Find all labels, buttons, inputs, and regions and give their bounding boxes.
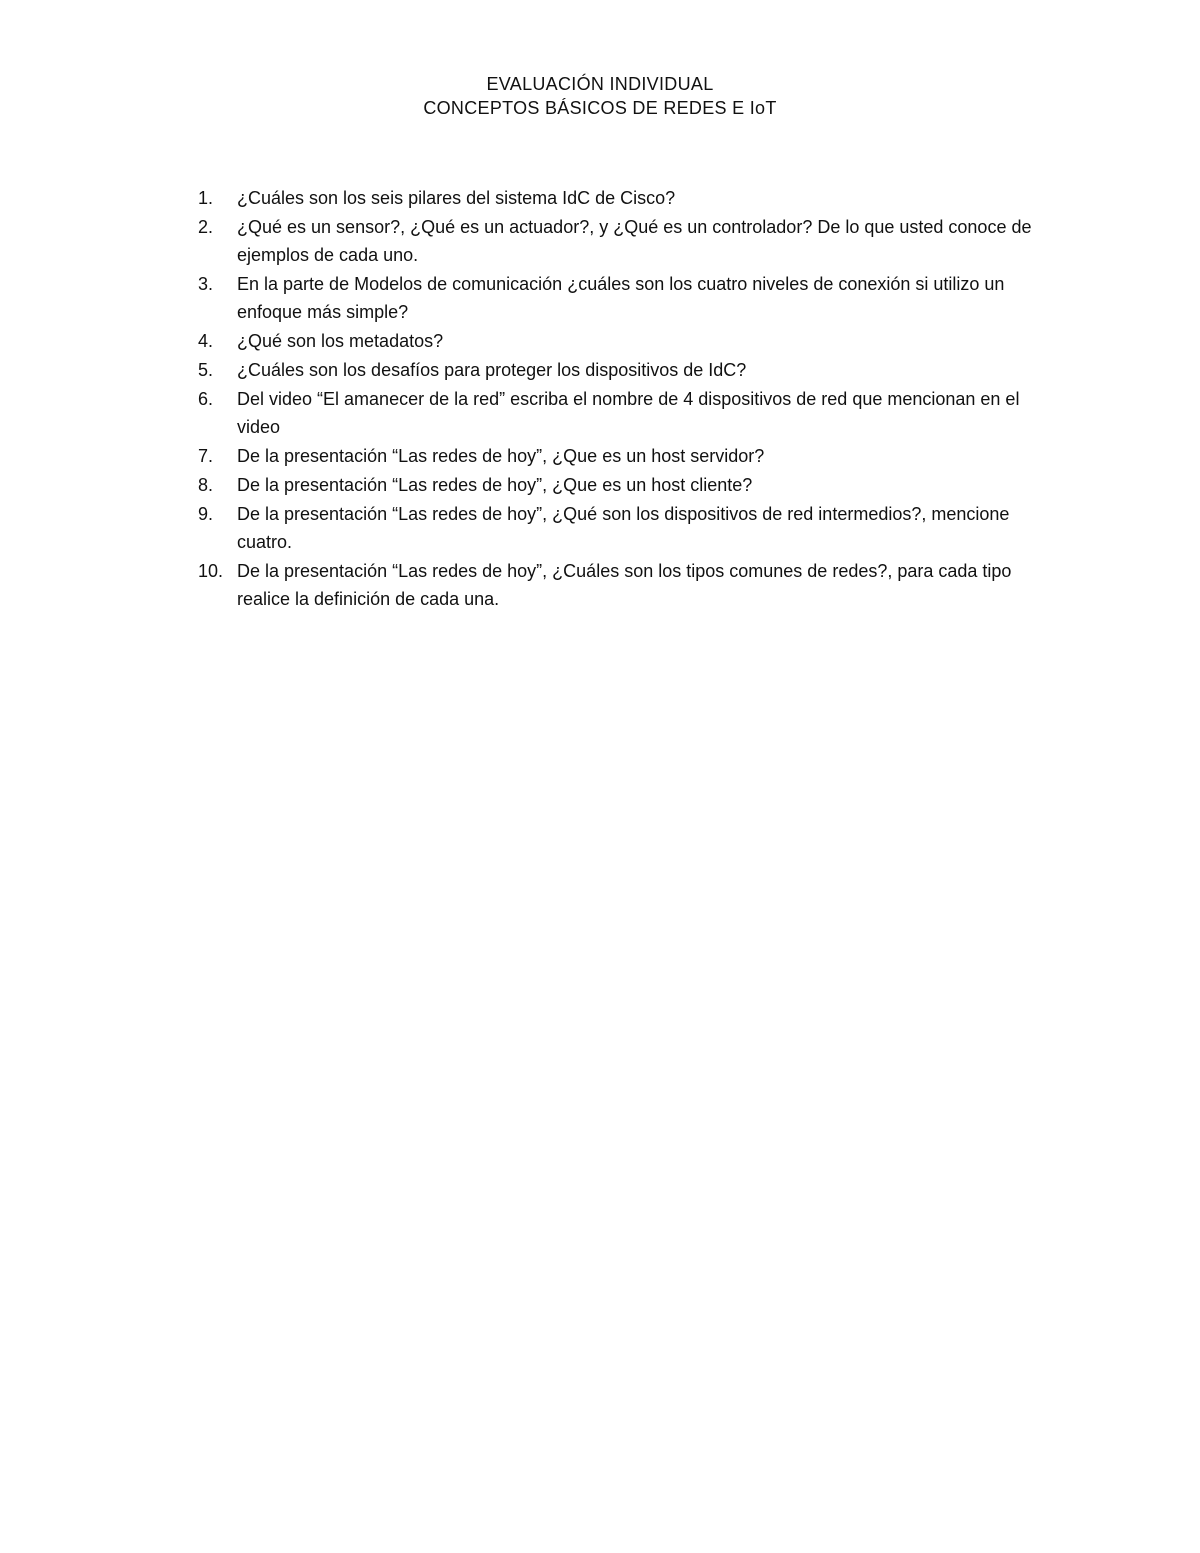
question-number: 6. xyxy=(198,389,214,409)
document-header xyxy=(0,72,1200,120)
question-item xyxy=(198,442,1058,470)
question-text: ¿Cuáles son los desafíos para proteger los dispositivos de IdC? xyxy=(237,360,747,380)
question-number: 9. xyxy=(198,504,214,524)
question-item xyxy=(198,327,1058,355)
question-text: De la presentación “Las redes de hoy”, ¿Cuáles son los tipos comunes de redes?, para cada tipo realice la definición de cada una. xyxy=(237,561,1012,609)
question-text: De la presentación “Las redes de hoy”, ¿Qué son los dispositivos de red intermedios?, mencione cuatro. xyxy=(237,504,1010,552)
question-number: 7. xyxy=(198,446,214,466)
question-text: De la presentación “Las redes de hoy”, ¿Que es un host servidor? xyxy=(237,446,765,466)
question-text: ¿Cuáles son los seis pilares del sistema IdC de Cisco? xyxy=(237,188,676,208)
question-item xyxy=(198,213,1058,269)
document-title: EVALUACIÓN INDIVIDUAL xyxy=(486,74,714,94)
question-list xyxy=(198,184,1058,614)
question-number: 2. xyxy=(198,217,214,237)
question-item xyxy=(198,184,1058,212)
question-number: 3. xyxy=(198,274,214,294)
question-number: 4. xyxy=(198,331,214,351)
question-item xyxy=(198,356,1058,384)
document-subtitle: CONCEPTOS BÁSICOS DE REDES E IoT xyxy=(423,98,777,118)
question-number: 1. xyxy=(198,188,214,208)
question-number: 8. xyxy=(198,475,214,495)
question-item xyxy=(198,471,1058,499)
question-item xyxy=(198,270,1058,326)
question-text: ¿Qué es un sensor?, ¿Qué es un actuador?, y ¿Qué es un controlador? De lo que usted conoce de ejemplos de cada uno. xyxy=(237,217,1032,265)
question-number: 10. xyxy=(198,561,224,581)
question-number: 5. xyxy=(198,360,214,380)
question-text: Del video “El amanecer de la red” escriba el nombre de 4 dispositivos de red que mencionan en el video xyxy=(237,389,1020,437)
question-text: De la presentación “Las redes de hoy”, ¿Que es un host cliente? xyxy=(237,475,753,495)
question-text: En la parte de Modelos de comunicación ¿cuáles son los cuatro niveles de conexión si utilizo un enfoque más simple? xyxy=(237,274,1005,322)
question-item xyxy=(198,500,1058,556)
question-item xyxy=(198,385,1058,441)
question-text: ¿Qué son los metadatos? xyxy=(237,331,444,351)
question-item xyxy=(198,557,1058,613)
